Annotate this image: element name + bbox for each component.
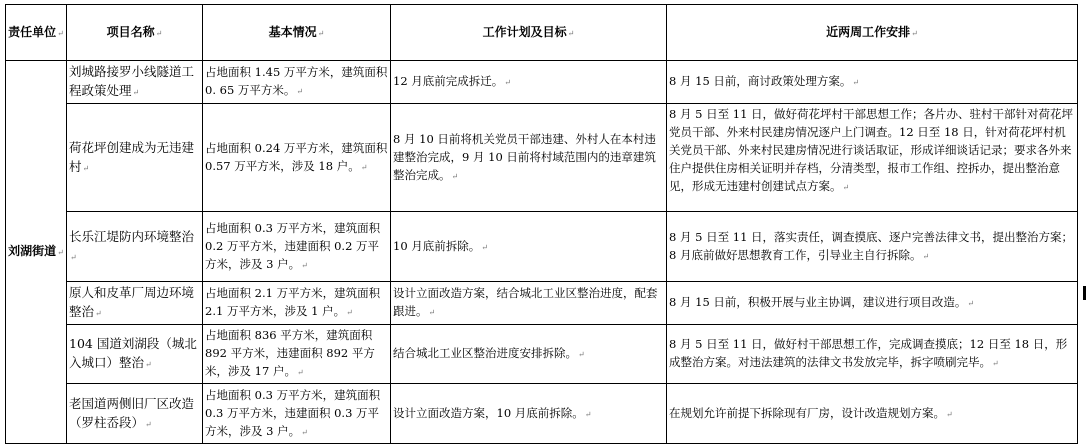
basic-cell: 占地面积 1.45 万平方米，建筑面积 0. 65 万平方米。↵: [203, 61, 391, 104]
header-basic: 基本情况↵: [203, 5, 391, 61]
project-cell: 刘城路接罗小线隧道工程政策处理↵: [67, 61, 203, 104]
header-row: [6, 5, 1078, 61]
table-row: [6, 282, 1078, 325]
plan-cell: 8 月 10 日前将机关党员干部违建、外村人在本村违建整治完成，9 月 10 日前将村域范围内的违章建筑整治完成。↵: [391, 104, 667, 212]
project-cell: 104 国道刘湖段（城北入城口）整治↵: [67, 325, 203, 384]
header-plan: 工作计划及目标↵: [391, 5, 667, 61]
table-row: [6, 212, 1078, 282]
project-cell: 老国道两侧旧厂区改造（罗柱岙段）↵: [67, 384, 203, 444]
basic-cell: 占地面积 2.1 万平方米，建筑面积 2.1 万平方米，涉及 1 户。↵: [203, 282, 391, 325]
header-schedule: 近两周工作安排↵: [667, 5, 1078, 61]
project-cell: 原人和皮革厂周边环境整治↵: [67, 282, 203, 325]
schedule-cell: 8 月 5 日至 11 日，做好村干部思想工作，完成调查摸底；12 日至 18 日，形成整治方案。对违法建筑的法律文书发放完毕，拆字喷刷完毕。↵: [667, 325, 1078, 384]
table-row: [6, 61, 1078, 104]
table-row: [6, 104, 1078, 212]
basic-cell: 占地面积 0.24 万平方米，建筑面积 0.57 万平方米，涉及 18 户。↵: [203, 104, 391, 212]
header-project: 项目名称↵: [67, 5, 203, 61]
plan-cell: 结合城北工业区整治进度安排拆除。↵: [391, 325, 667, 384]
schedule-cell: 8 月 5 日至 11 日，落实责任，调查摸底、逐户完善法律文书，提出整治方案；8 月底前做好思想教育工作，引导业主自行拆除。↵: [667, 212, 1078, 282]
plan-cell: 设计立面改造方案，10 月底前拆除。↵: [391, 384, 667, 444]
unit-cell: 刘湖街道↵: [6, 61, 67, 444]
basic-cell: 占地面积 0.3 万平方米，建筑面积 0.3 万平方米，违建面积 0.3 万平方米，涉及 3 户。↵: [203, 384, 391, 444]
work-plan-table: [5, 4, 1078, 444]
basic-cell: 占地面积 836 平方米，建筑面积 892 平方米，违建面积 892 平方米，涉及 17 户。↵: [203, 325, 391, 384]
project-cell: 长乐江堤防内环境整治↵: [67, 212, 203, 282]
schedule-cell: 8 月 15 日前，积极开展与业主协调，建议进行项目改造。↵: [667, 282, 1078, 325]
table-row: [6, 384, 1078, 444]
table-row: [6, 325, 1078, 384]
plan-cell: 设计立面改造方案，结合城北工业区整治进度，配套跟进。↵: [391, 282, 667, 325]
project-cell: 荷花坪创建成为无违建村↵: [67, 104, 203, 212]
basic-cell: 占地面积 0.3 万平方米，建筑面积 0.2 万平方米，违建面积 0.2 万平方米，涉及 3 户。↵: [203, 212, 391, 282]
schedule-cell: 8 月 5 日至 11 日，做好荷花坪村干部思想工作；各片办、驻村干部针对荷花坪党员干部、外来村民建房情况逐户上门调查。12 日至 18 日，针对荷花坪村机关党员干部、外来村民建房情况进行谈话取证，形成详细谈话记录；要求各外来住户提供住房相关证明并存档，分清类型，报市工作组、控拆办，提出整治意见，形成无违建村创建试点方案。↵: [667, 104, 1078, 212]
plan-cell: 12 月底前完成拆迁。↵: [391, 61, 667, 104]
schedule-cell: 在规划允许前提下拆除现有厂房，设计改造规划方案。↵: [667, 384, 1078, 444]
header-unit: 责任单位↵: [6, 5, 67, 61]
plan-cell: 10 月底前拆除。↵: [391, 212, 667, 282]
schedule-cell: 8 月 15 日前，商讨政策处理方案。↵: [667, 61, 1078, 104]
work-table-container: [5, 4, 1078, 444]
